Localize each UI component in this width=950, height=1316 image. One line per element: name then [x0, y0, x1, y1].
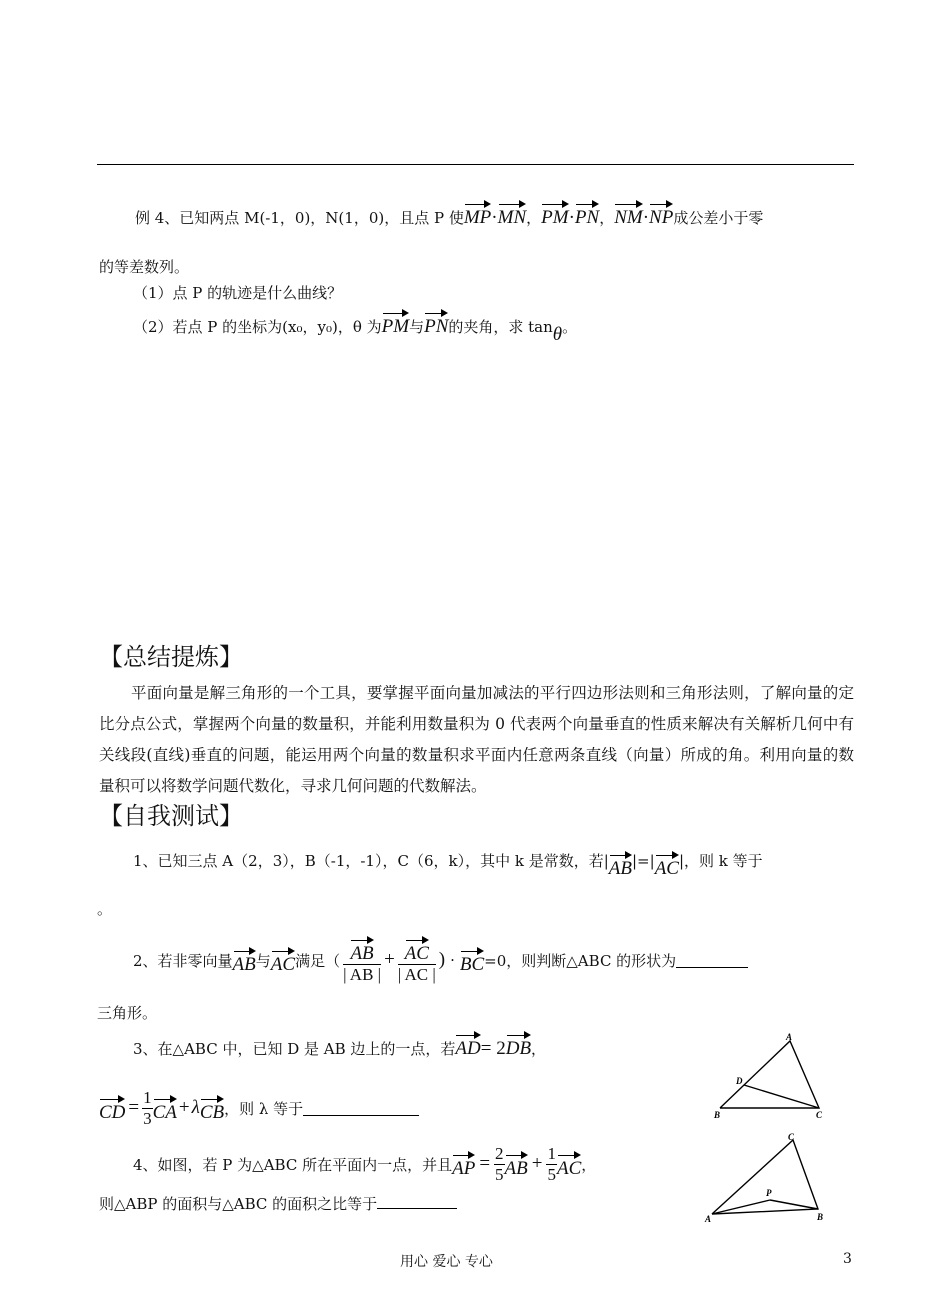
fraction-AB-over-norm: $\frac{AB}{| AB |}$: [343, 935, 381, 985]
question-3-line2: CD = $\frac{1}{3}$ CA + λ CB ，则 λ 等于: [99, 1084, 419, 1132]
vector-NM: NM: [614, 199, 643, 228]
example4-question2: （2）若点 P 的坐标为(x₀，y₀)，θ 为PM与PN的夹角，求 tanθ。: [133, 308, 577, 338]
question-2-line2: 三角形。: [97, 1004, 158, 1022]
vertex-label-C: C: [788, 1132, 795, 1142]
vertex-label-C: C: [816, 1110, 823, 1120]
vertex-label-B: B: [714, 1110, 721, 1120]
vertex-label-A: A: [786, 1032, 793, 1042]
selftest-heading: 【自我测试】: [99, 802, 243, 830]
triangle-figure-1: [700, 1030, 840, 1125]
vertex-label-B: B: [817, 1212, 824, 1222]
vertex-label-D: D: [736, 1076, 743, 1086]
page-number: 3: [843, 1251, 852, 1267]
summary-text: 平面向量是解三角形的一个工具，要掌握平面向量加减法的平行四边形法则和三角形法则，了解向量的定比分点公式，掌握两个向量的数量积，并能利用数量积为 0 代表两个向量垂直的性质来解决有关解析几何中有关线段(直线)垂直的问题，能运用两个向量的数量积求平面内任意两条直线（向量）所成的角。利用向量的数量积可以将数学问题代数化，寻求几何问题的代数解法。: [99, 684, 854, 795]
question-1-end: 。: [97, 900, 113, 918]
vector-NP: NP: [649, 199, 673, 228]
vector-MN: MN: [498, 199, 527, 228]
example4-line1: 例 4、已知两点 M(-1，0)，N(1，0)，且点 P 使MP·MN，PM·PN，NM·NP成公差小于零: [135, 199, 763, 229]
vertex-label-A: A: [705, 1214, 712, 1224]
header-rule: [97, 164, 854, 165]
summary-heading: 【总结提炼】: [99, 643, 243, 671]
vector-PN: PN: [575, 199, 599, 228]
question-3: 3、在△ABC 中，已知 D 是 AB 边上的一点，若AD= 2DB，: [133, 1030, 546, 1060]
example4-question1: （1）点 P 的轨迹是什么曲线？: [133, 284, 343, 302]
answer-blank-3[interactable]: [303, 1101, 419, 1116]
answer-blank-4[interactable]: [377, 1194, 457, 1209]
footer-motto: 用心 爱心 专心: [400, 1254, 493, 1270]
vector-MP: MP: [464, 199, 491, 228]
answer-blank-2[interactable]: [676, 953, 748, 968]
fraction-one-fifth: $\frac{1}{5}$: [547, 1143, 556, 1184]
triangle-figure-2: [700, 1128, 840, 1228]
question-4-line2: 则△ABP 的面积与△ABC 的面积之比等于: [99, 1193, 457, 1214]
vertex-label-P: P: [766, 1188, 772, 1198]
fraction-two-fifths: $\frac{2}{5}$: [495, 1143, 504, 1184]
fraction-AC-over-norm: $\frac{AC}{| AC |}$: [398, 935, 436, 985]
question-4: 4、如图，若 P 为△ABC 所在平面内一点，并且 AP = $\frac{2}{5}$ AB + $\frac{1}{5}$ AC ，: [133, 1143, 597, 1184]
question-1: 1、已知三点 A（2，3），B（-1，-1），C（6，k），其中 k 是常数，若|AB|=|AC|，则 k 等于: [133, 852, 763, 879]
fraction-one-third: $\frac{1}{3}$: [143, 1087, 152, 1128]
example4-line2: 的等差数列。: [99, 258, 190, 276]
vector-PM: PM: [541, 199, 568, 228]
question-2: 2、若非零向量 AB 与 AC 满足（ $\frac{AB}{| AB |}$ + $\frac{AC}{| AC |}$ ) · BC =0，则判断△ABC 的形状为: [133, 930, 748, 990]
